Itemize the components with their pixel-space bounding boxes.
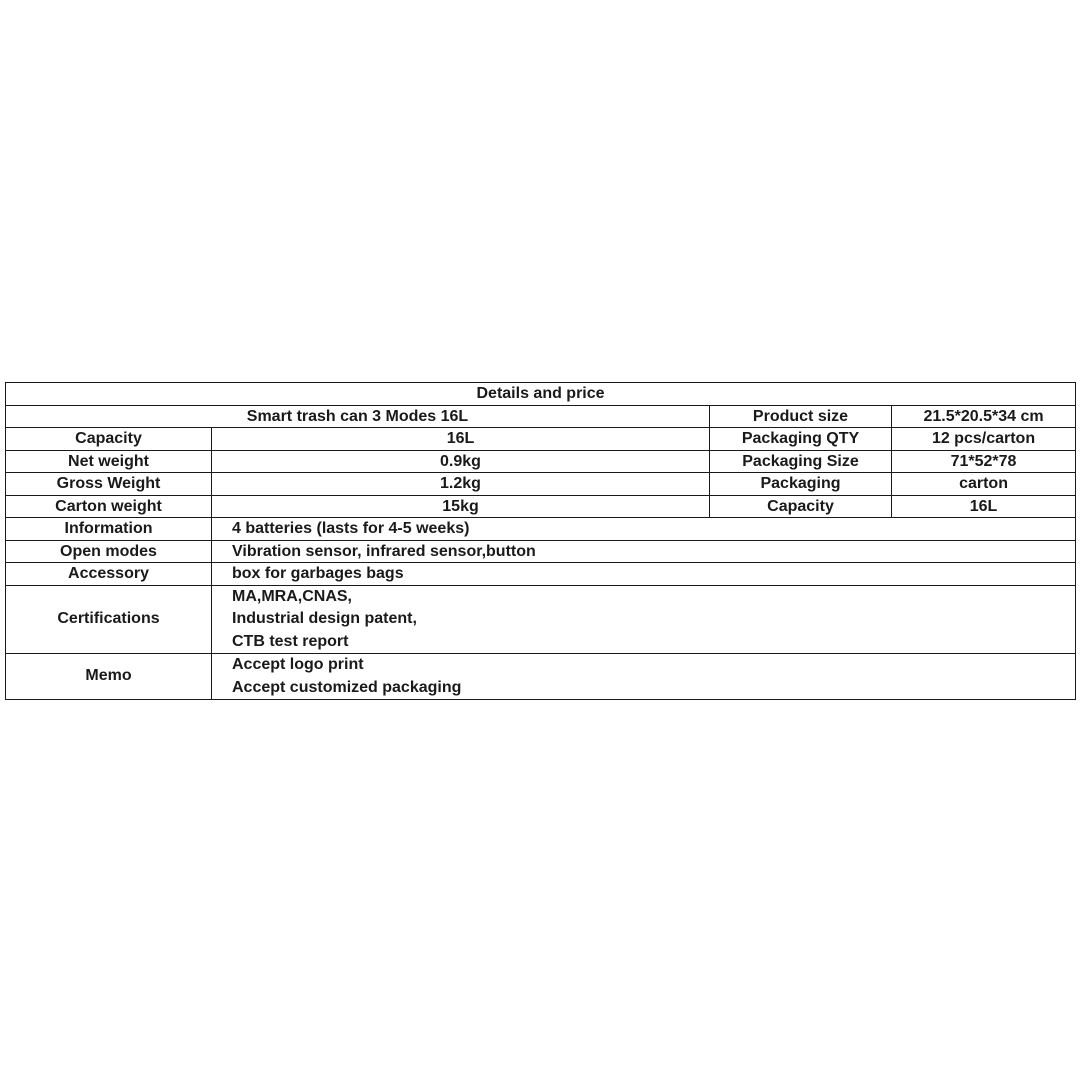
detail-line: MA,MRA,CNAS,: [232, 587, 352, 605]
table-title: Details and price: [6, 383, 1076, 406]
detail-label-cell: Memo: [6, 654, 212, 700]
details-price-table: [5, 382, 1076, 700]
spec-value-cell: 16L: [212, 428, 710, 451]
spec-value-cell: 16L: [892, 495, 1076, 518]
spec-label-cell: Capacity: [710, 495, 892, 518]
spec-label-cell: Carton weight: [6, 495, 212, 518]
spec-value-cell: 15kg: [212, 495, 710, 518]
detail-label-cell: Accessory: [6, 563, 212, 586]
spec-value-cell: carton: [892, 473, 1076, 496]
spec-label-cell: Packaging: [710, 473, 892, 496]
table-row: [6, 428, 1076, 451]
detail-value-cell: [212, 654, 1076, 700]
spec-label-cell: Product size: [710, 405, 892, 428]
spec-value-cell: 71*52*78: [892, 450, 1076, 473]
spec-label-cell: Capacity: [6, 428, 212, 451]
spec-value-cell: 21.5*20.5*34 cm: [892, 405, 1076, 428]
spec-label-cell: Packaging QTY: [710, 428, 892, 451]
table-row: [6, 518, 1076, 541]
detail-value-cell: 4 batteries (lasts for 4-5 weeks): [212, 518, 1076, 541]
detail-label-cell: Information: [6, 518, 212, 541]
detail-label-cell: Open modes: [6, 540, 212, 563]
product-name-cell: Smart trash can 3 Modes 16L: [6, 405, 710, 428]
spec-label-cell: Net weight: [6, 450, 212, 473]
details-table-container: [5, 382, 1075, 700]
detail-line: CTB test report: [232, 632, 349, 650]
table-row: [6, 540, 1076, 563]
table-row: [6, 450, 1076, 473]
spec-value-cell: 1.2kg: [212, 473, 710, 496]
table-row-product: [6, 405, 1076, 428]
table-row: [6, 563, 1076, 586]
spec-label-cell: Packaging Size: [710, 450, 892, 473]
spec-value-cell: 0.9kg: [212, 450, 710, 473]
detail-value-cell: box for garbages bags: [212, 563, 1076, 586]
detail-line: Accept customized packaging: [232, 678, 462, 696]
table-row-title: [6, 383, 1076, 406]
detail-line: Accept logo print: [232, 656, 364, 673]
spec-label-cell: Gross Weight: [6, 473, 212, 496]
table-row: [6, 473, 1076, 496]
detail-value-cell: [212, 585, 1076, 654]
detail-label-cell: Certifications: [6, 585, 212, 654]
detail-value-cell: Vibration sensor, infrared sensor,button: [212, 540, 1076, 563]
table-row: [6, 654, 1076, 700]
table-row: [6, 495, 1076, 518]
spec-value-cell: 12 pcs/carton: [892, 428, 1076, 451]
table-row: [6, 585, 1076, 654]
detail-line: Industrial design patent,: [232, 610, 417, 627]
